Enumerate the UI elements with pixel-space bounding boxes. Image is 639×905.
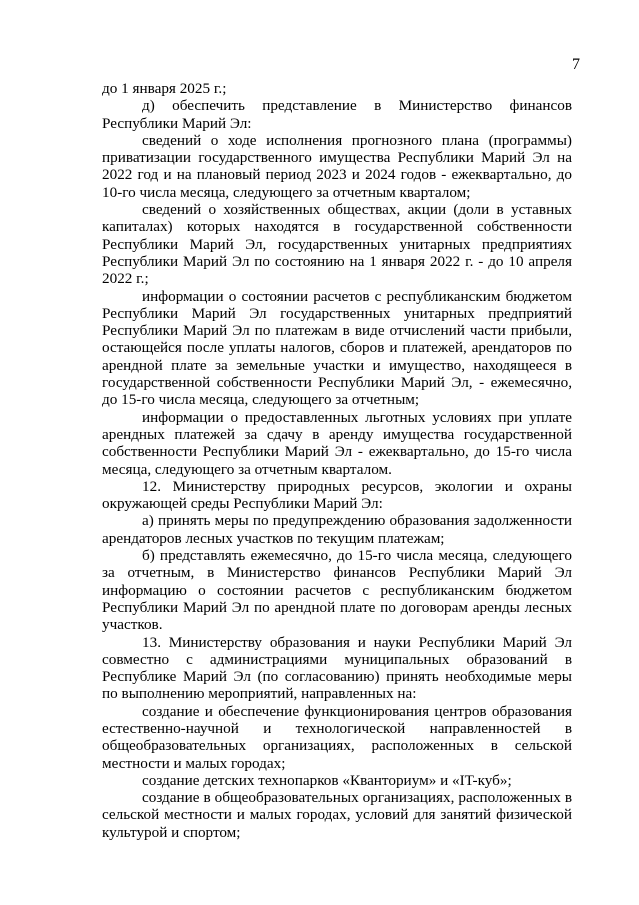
paragraph-item-12a: а) принять меры по предупреждению образования задолженности арендаторов лесных участков по текущим платежам;	[102, 512, 572, 547]
paragraph-education-centers: создание и обеспечение функционирования центров образования естественно-научной и технологической направленностей в общеобразовательных организациях, расположенных в сельской местности и малых городах;	[102, 702, 572, 772]
paragraph-deadline-2025: до 1 января 2025 г.;	[102, 80, 227, 97]
document-body	[102, 80, 572, 841]
paragraph-item-d: д) обеспечить представление в Министерство финансов Республики Марий Эл:	[102, 97, 572, 132]
paragraph-privatization-info: сведений о ходе исполнения прогнозного плана (программы) приватизации государственного имущества Республики Марий Эл на 2022 год и на плановый период 2023 и 2024 годов - ежеквартально, до 10-го числа месяца, следующего за отчетным кварталом;	[102, 131, 572, 201]
paragraph-item-12b: б) представлять ежемесячно, до 15-го числа месяца, следующего за отчетным, в Министерство финансов Республики Марий Эл информацию о состоянии расчетов с республиканским бюджетом Республики Марий Эл по арендной плате по договорам аренды лесных участков.	[102, 547, 572, 634]
paragraph-sport-conditions: создание в общеобразовательных организациях, расположенных в сельской местности и малых городах, условий для занятий физической культурой и спортом;	[102, 789, 572, 841]
paragraph-technoparks: создание детских технопарков «Кванториум» и «IT-куб»;	[142, 771, 512, 789]
page-number: 7	[572, 56, 580, 73]
paragraph-business-entities-info: сведений о хозяйственных обществах, акции (доли в уставных капиталах) которых находятся в государственной собственности Республики Марий Эл, государственных унитарных предприятиях Республики Марий Эл по состоянию на 1 января 2022 г. - до 10 апреля 2022 г.;	[102, 201, 572, 288]
paragraph-item-12: 12. Министерству природных ресурсов, экологии и охраны окружающей среды Республики Марий Эл:	[102, 477, 572, 513]
paragraph-item-13: 13. Министерству образования и науки Республики Марий Эл совместно с администрациями муниципальных образований в Республике Марий Эл (по согласованию) принять необходимые меры по выполнению мероприятий, направленных на:	[102, 633, 572, 703]
paragraph-rent-benefits-info: информации о предоставленных льготных условиях при уплате арендных платежей за сдачу в аренду имущества государственной собственности Республики Марий Эл - ежеквартально, до 15-го числа месяца, следующего за отчетным кварталом.	[102, 408, 572, 478]
paragraph-settlements-info: информации о состоянии расчетов с республиканским бюджетом Республики Марий Эл государственных унитарных предприятий Республики Марий Эл по платежам в виде отчислений части прибыли, остающейся после уплаты налогов, сборов и платежей, арендаторов по арендной плате за земельные участки и имущество, находящееся в государственной собственности Республики Марий Эл, - ежемесячно, до 15-го числа месяца, следующего за отчетным;	[102, 287, 572, 409]
